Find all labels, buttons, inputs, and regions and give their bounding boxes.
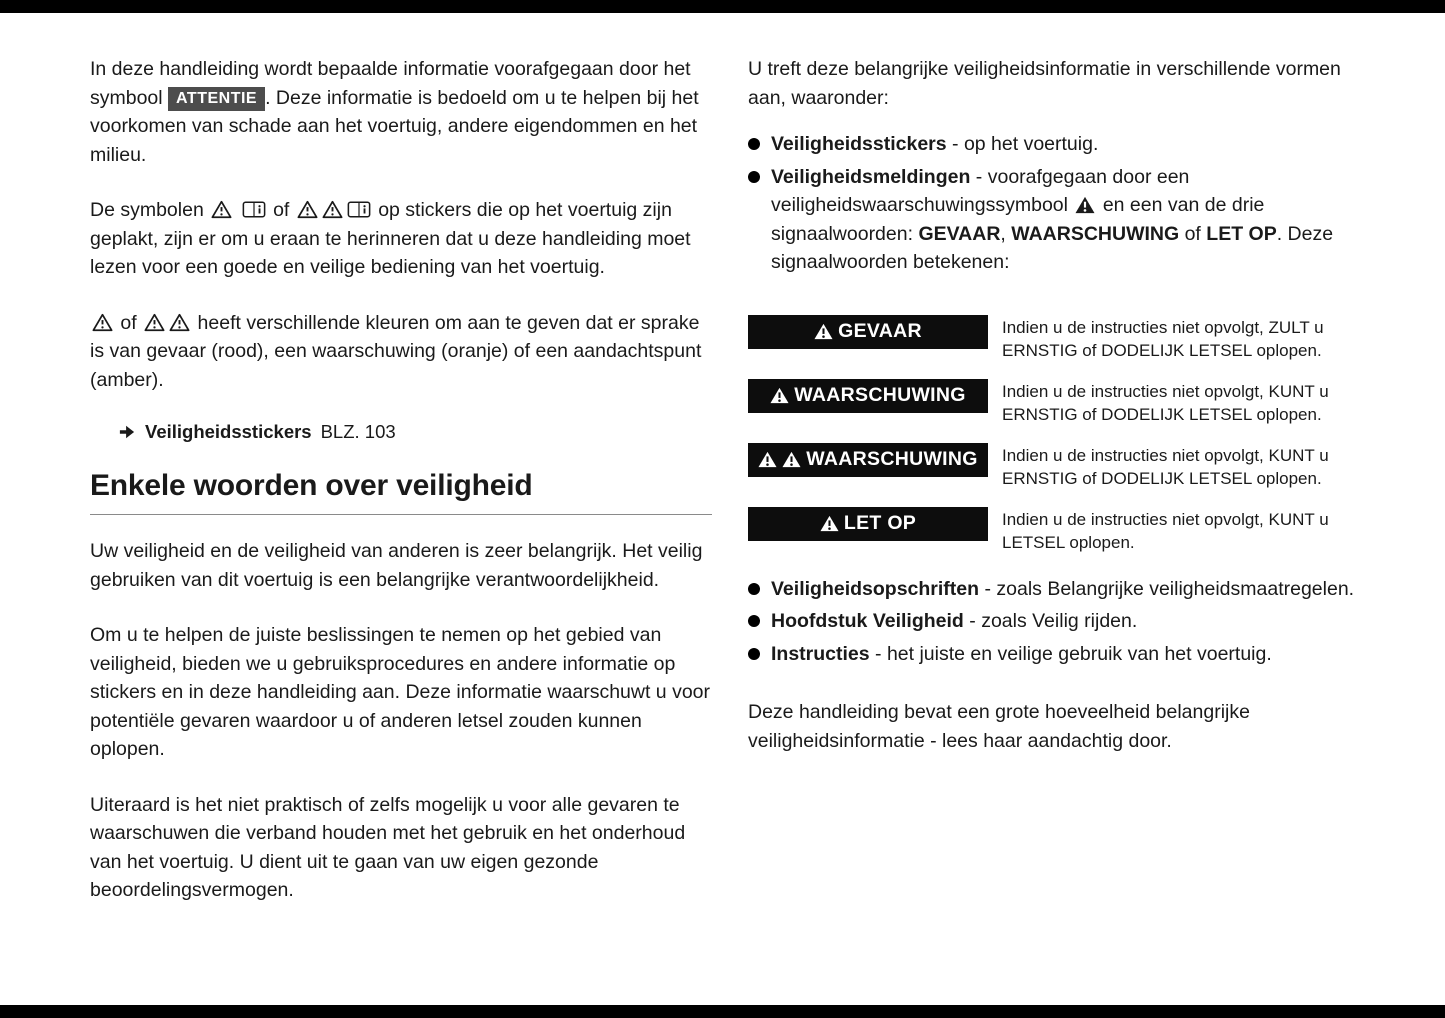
warning-triangle-icon (322, 200, 343, 219)
cross-reference-link[interactable] (118, 421, 712, 443)
double-waarschuwing-badge (748, 443, 988, 477)
gevaar-badge (748, 315, 988, 349)
manual-page (90, 55, 1364, 905)
paragraph-safety-forms-intro: U treft deze belangrijke veiligheidsinformatie in verschillende vormen aan, waaronder: (748, 58, 1341, 109)
bullet-item-opschriften (748, 575, 1364, 604)
waarschuwing-badge (748, 379, 988, 413)
warning-triangle-icon (782, 451, 801, 468)
attentie-badge: ATTENTIE (168, 87, 265, 111)
warning-triangle-icon (169, 313, 190, 332)
cross-reference-arrow-icon (118, 424, 136, 440)
paragraph-safety-importance: Uw veiligheid en de veiligheid van anderen is zeer belangrijk. Het veilig gebruiken van dit voertuig is een belangrijke verantwoordelijkheid. (90, 540, 703, 591)
warning-triangle-icon (758, 451, 777, 468)
bullet-content (771, 130, 1098, 159)
bullet-icon (748, 138, 760, 150)
paragraph-symbol-colors (90, 309, 712, 395)
warning-triangle-icon (770, 387, 789, 404)
paragraph-sticker-symbols (90, 196, 712, 282)
bullet-term: Veiligheidsstickers (771, 133, 947, 155)
page-top-bar (0, 0, 1445, 13)
warning-triangle-icon (1075, 196, 1095, 214)
bullet-item-hoofdstuk (748, 607, 1364, 636)
text-run: - voorafgegaan door een veiligheidswaarschuwingssymbool (771, 165, 1190, 216)
signal-word-label: GEVAAR (838, 320, 922, 342)
bullet-icon (748, 615, 760, 627)
section-heading: Enkele woorden over veiligheid (90, 469, 533, 502)
signal-word: WAARSCHUWING (1011, 222, 1180, 245)
signal-row-double-waarschuwing (748, 443, 1364, 491)
cross-reference-label: Veiligheidsstickers (145, 421, 312, 442)
signal-word-description: Indien u de instructies niet opvolgt, KUNT u ERNSTIG of DODELIJK LETSEL oplopen. (1002, 445, 1329, 488)
warning-triangle-icon (92, 313, 113, 332)
bullet-term: Veiligheidsmeldingen (771, 165, 971, 188)
text-run: Deze signaalwoorden betekenen: (771, 222, 1334, 273)
signal-word-label: LET OP (843, 512, 917, 534)
section-heading-block (90, 469, 712, 515)
signal-row-waarschuwing (748, 379, 1364, 427)
bullet-item-meldingen (748, 163, 1364, 277)
right-column (748, 55, 1364, 905)
bullet-icon (748, 171, 760, 183)
paragraph-attentie (90, 55, 712, 169)
bullet-icon (748, 583, 760, 595)
left-column (90, 55, 712, 905)
signal-word-description: Indien u de instructies niet opvolgt, KUNT u LETSEL oplopen. (1002, 509, 1329, 552)
warning-triangle-icon (211, 200, 232, 219)
bullet-term: Hoofdstuk Veiligheid (771, 610, 964, 632)
text-run: of (1179, 222, 1207, 245)
text-run: - zoals Belangrijke veiligheidsmaatregelen. (979, 577, 1355, 600)
owners-manual-icon (347, 201, 371, 218)
signal-row-letop (748, 507, 1364, 555)
bullet-content (771, 607, 1137, 636)
signal-word-label: WAARSCHUWING (806, 448, 978, 470)
warning-triangle-icon (820, 515, 839, 532)
owners-manual-icon (242, 201, 266, 218)
letop-badge (748, 507, 988, 541)
text-run: heeft verschillende kleuren om aan te geven dat er sprake is van gevaar (rood), een waarschuwing (oranje) of een aandachtspunt (amber). (90, 311, 702, 391)
text-run: - op het voertuig. (946, 133, 1099, 155)
signal-word-label: WAARSCHUWING (794, 384, 966, 406)
bullet-term: Instructies (771, 642, 870, 665)
signal-word-description: Indien u de instructies niet opvolgt, ZULT u ERNSTIG of DODELIJK LETSEL oplopen. (1002, 317, 1324, 360)
text-run: of (273, 199, 290, 221)
text-run: - zoals Veilig rijden. (963, 610, 1138, 632)
text-run: en een van de drie signaalwoorden: (771, 194, 1265, 245)
cross-reference-page: BLZ. 103 (320, 421, 396, 442)
text-run: , (1000, 222, 1012, 245)
signal-words-table (748, 315, 1364, 555)
bullet-term: Veiligheidsopschriften (771, 577, 980, 600)
text-run: . Deze informatie is bedoeld om u te helpen bij het voorkomen van schade aan het voertuig, andere eigendommen en het milieu. (90, 86, 699, 166)
signal-word: LET OP (1206, 222, 1277, 245)
warning-triangle-icon (144, 313, 165, 332)
bullet-content (771, 640, 1272, 669)
bullet-icon (748, 648, 760, 660)
bullet-content (771, 163, 1364, 277)
bullet-item-instructies (748, 640, 1364, 669)
bullet-content (771, 575, 1354, 604)
warning-triangle-icon (814, 323, 833, 340)
signal-word-description: Indien u de instructies niet opvolgt, KUNT u ERNSTIG of DODELIJK LETSEL oplopen. (1002, 381, 1329, 424)
signal-row-gevaar (748, 315, 1364, 363)
signal-word: GEVAAR (918, 222, 1001, 245)
paragraph-own-judgement: Uiteraard is het niet praktisch of zelfs mogelijk u voor alle gevaren te waarschuwen die verband houden met het gebruik en het onderhoud van het voertuig. U dient uit te gaan van uw eigen gezonde beoordelingsvermogen. (90, 793, 686, 901)
paragraph-read-carefully: Deze handleiding bevat een grote hoeveelheid belangrijke veiligheidsinformatie - lees haar aandachtig door. (748, 701, 1250, 752)
text-run: In deze handleiding wordt bepaalde informatie voorafgegaan door het symbool (90, 58, 691, 109)
text-run: . (1276, 222, 1283, 245)
warning-triangle-icon (297, 200, 318, 219)
paragraph-safety-decisions: Om u te helpen de juiste beslissingen te nemen op het gebied van veiligheid, bieden we u gebruiksprocedures en andere informatie op stickers en in deze handleiding aan. Deze informatie waarschuwt u voor potentiële gevaren waardoor u of anderen letsel zouden kunnen oplopen. (90, 624, 711, 760)
text-run: of (120, 311, 137, 334)
text-run: De symbolen (90, 199, 204, 221)
bullet-item-stickers (748, 130, 1364, 159)
text-run: op stickers die op het voertuig zijn geplakt, zijn er om u eraan te herinneren dat u deze handleiding moet lezen voor een goede en veilige bediening van het voertuig. (90, 199, 691, 278)
page-bottom-bar (0, 1005, 1445, 1018)
text-run: - het juiste en veilige gebruik van het voertuig. (869, 642, 1272, 665)
